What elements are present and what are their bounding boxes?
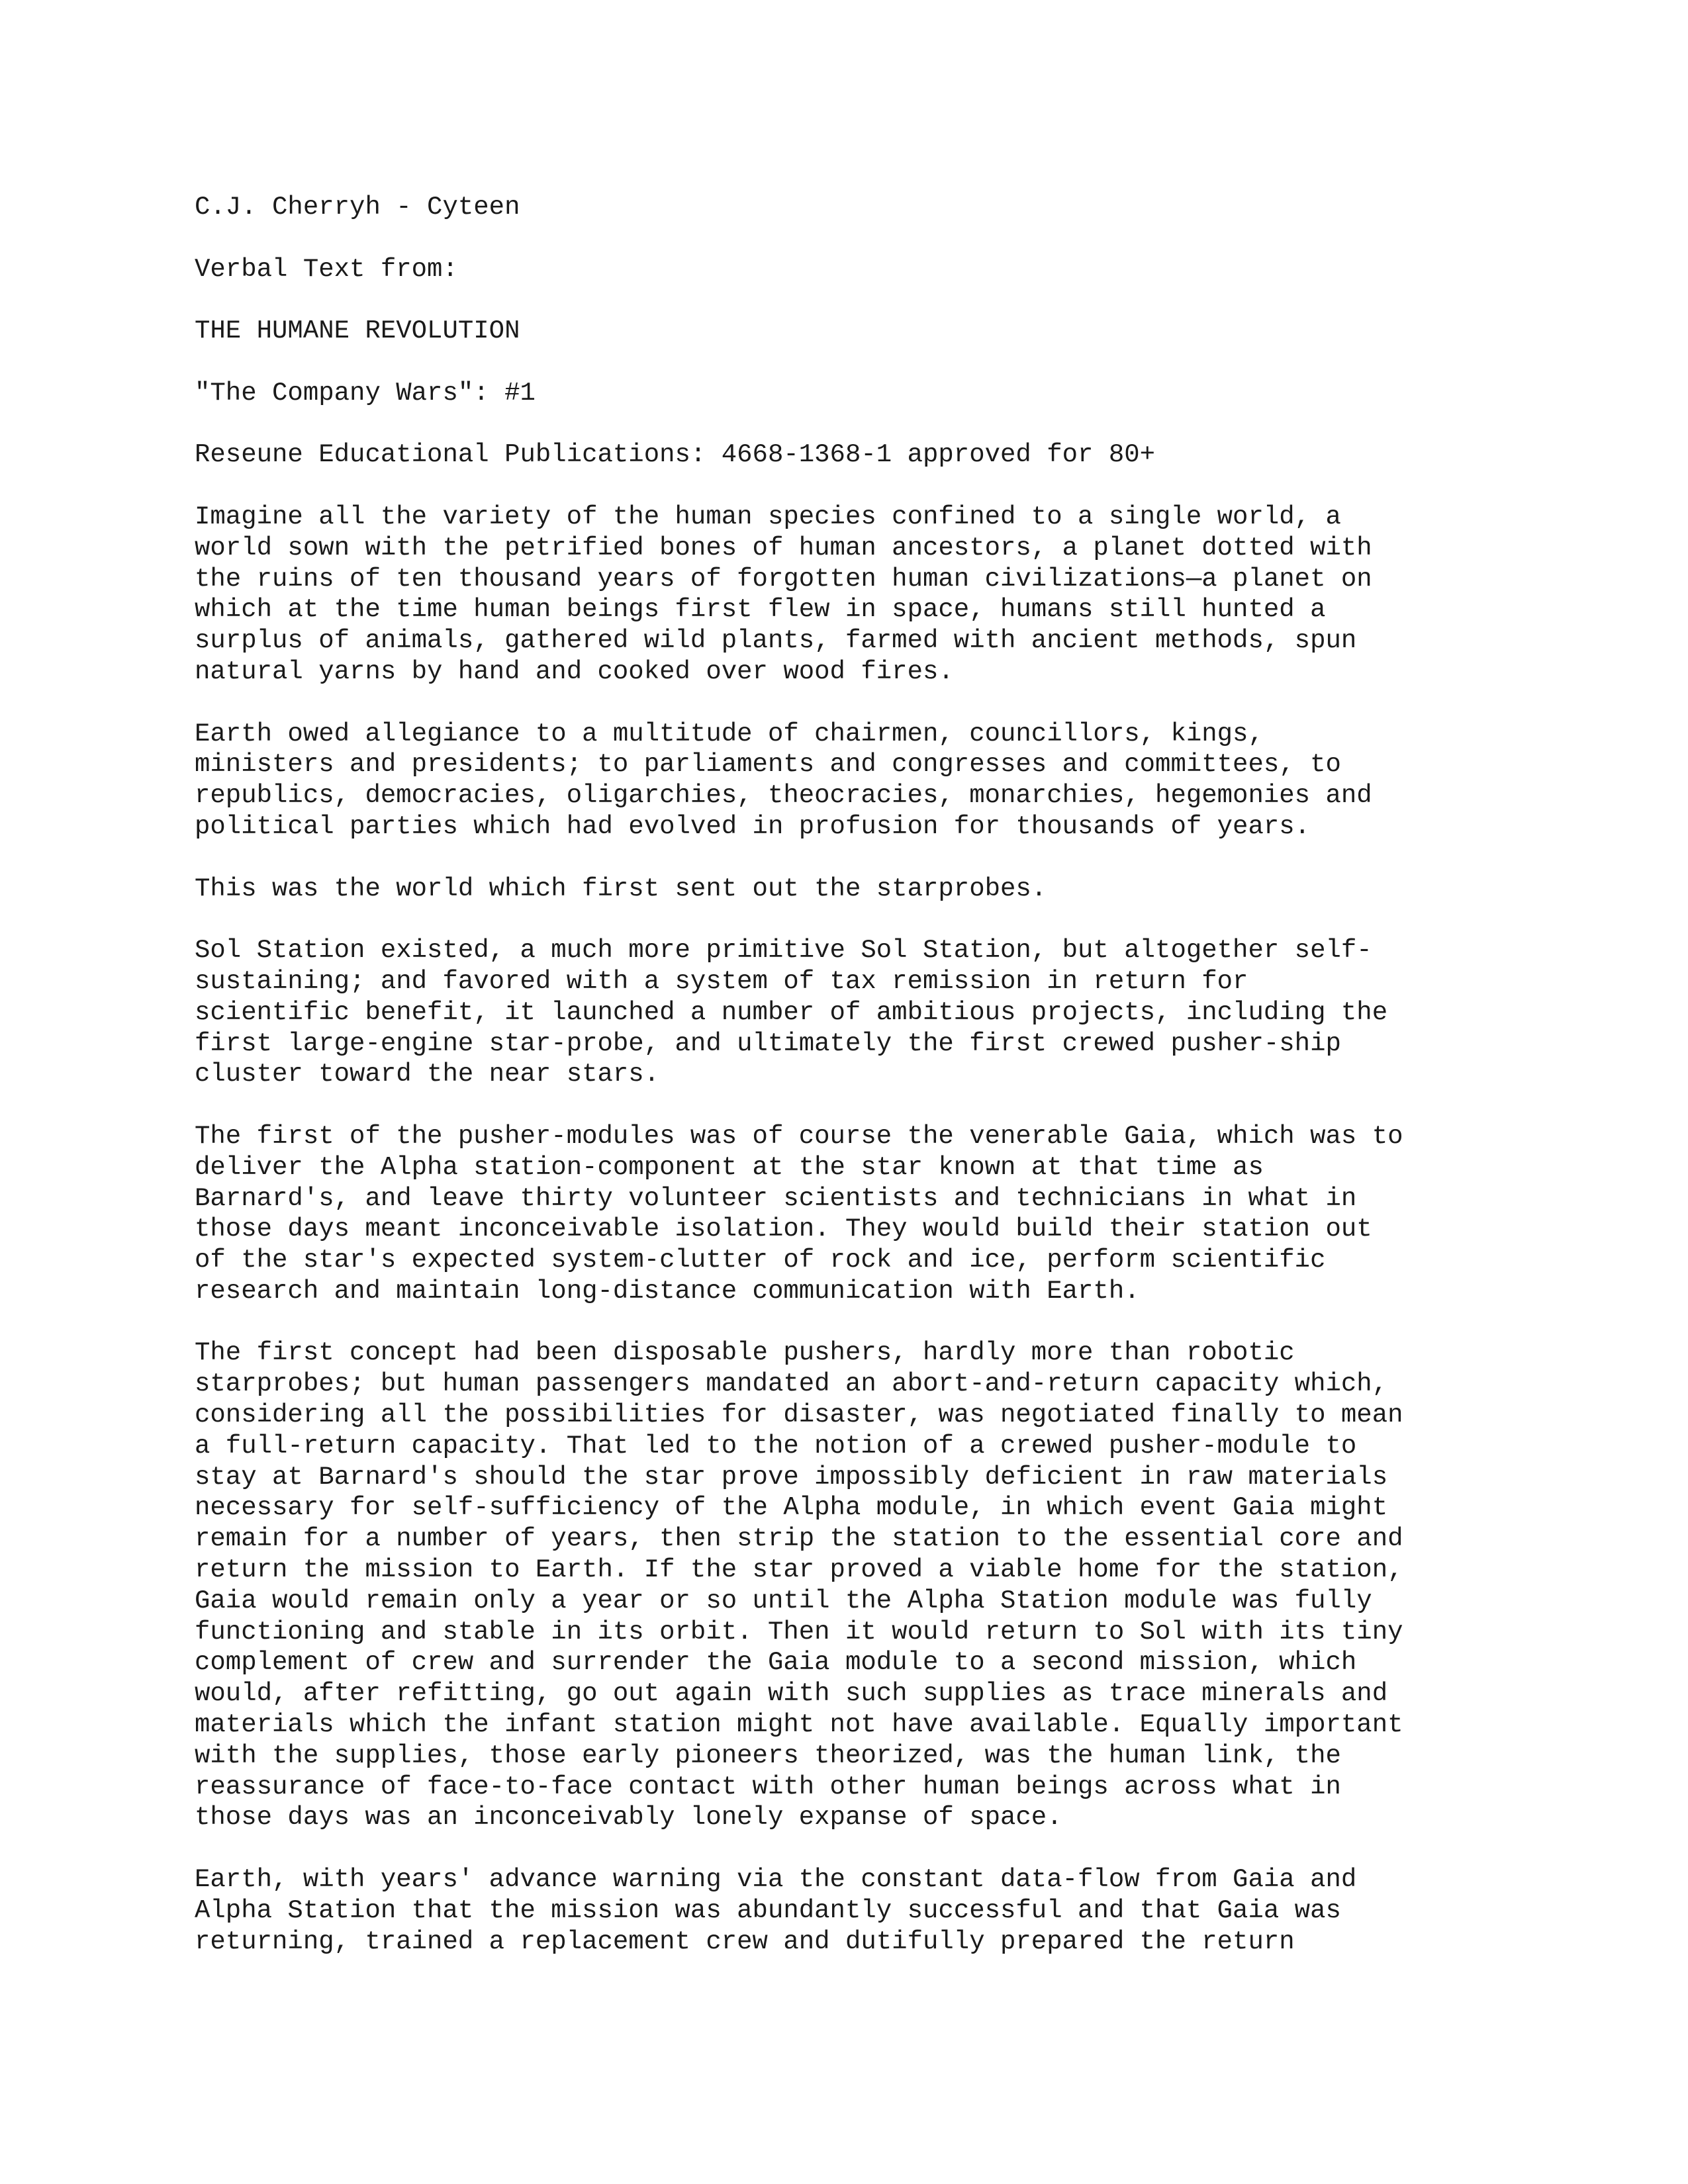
publication-line: Reseune Educational Publications: 4668-1368-1 approved for 80+ bbox=[195, 440, 1156, 470]
paragraph: Earth, with years' advance warning via the constant data-flow from Gaia and Alpha Station that the mission was abundantly successful and that Gaia was returning, trained a replacement crew and dutifully prepared the return bbox=[195, 1865, 1357, 1956]
paragraph: This was the world which first sent out the starprobes. bbox=[195, 874, 1047, 903]
work-title: THE HUMANE REVOLUTION bbox=[195, 316, 520, 346]
paragraph: Imagine all the variety of the human species confined to a single world, a world sown with the petrified bones of human ancestors, a planet dotted with the ruins of ten thousand years of forgotten human civilizations—a planet on which at the time human beings first flew in space, humans still hunted a surplus of animals, gathered wild plants, farmed with ancient methods, spun natural yarns by hand and cooked over wood fires. bbox=[195, 502, 1372, 686]
series-line: "The Company Wars": #1 bbox=[195, 378, 536, 408]
paragraph: The first concept had been disposable pushers, hardly more than robotic starprobes; but human passengers mandated an abort-and-return capacity which, considering all the possibilities for disaster, was negotiated finally to mean a full-return capacity. That led to the notion of a crewed pusher-module to stay at Barnard's should the star prove impossibly deficient in raw materials necessary for self-sufficiency of the Alpha module, in which event Gaia might remain for a number of years, then strip the station to the essential core and return the mission to Earth. If the star proved a viable home for the station, Gaia would remain only a year or so until the Alpha Station module was fully functioning and stable in its orbit. Then it would return to Sol with its tiny complement of crew and surrender the Gaia module to a second mission, which would, after refitting, go out again with such supplies as trace minerals and materials which the infant station might not have available. Equally important with the supplies, those early pioneers theorized, was the human link, the reassurance of face-to-face contact with other human beings across what in those days was an inconceivably lonely expanse of space. bbox=[195, 1338, 1403, 1833]
author-title: C.J. Cherryh - Cyteen bbox=[195, 193, 520, 222]
verbal-text-label: Verbal Text from: bbox=[195, 254, 458, 284]
paragraph: Sol Station existed, a much more primitive Sol Station, but altogether self- sustaining; and favored with a system of tax remission in return for scientific benefit, it launched a number of ambitious projects, including the first large-engine star-probe, and ultimately the first crewed pusher-ship cluster toward the near stars. bbox=[195, 936, 1388, 1089]
paragraph: The first of the pusher-modules was of course the venerable Gaia, which was to deliver the Alpha station-component at the star known at that time as Barnard's, and leave thirty volunteer scientists and technicians in what in those days meant inconceivable isolation. They would build their station out of the star's expected system-clutter of rock and ice, perform scientific research and maintain long-distance communication with Earth. bbox=[195, 1121, 1403, 1306]
paragraph: Earth owed allegiance to a multitude of chairmen, councillors, kings, ministers and presidents; to parliaments and congresses and committees, to republics, democracies, oligarchies, theocracies, monarchies, hegemonies and political parties which had evolved in profusion for thousands of years. bbox=[195, 719, 1372, 841]
document-page bbox=[195, 192, 1519, 1957]
